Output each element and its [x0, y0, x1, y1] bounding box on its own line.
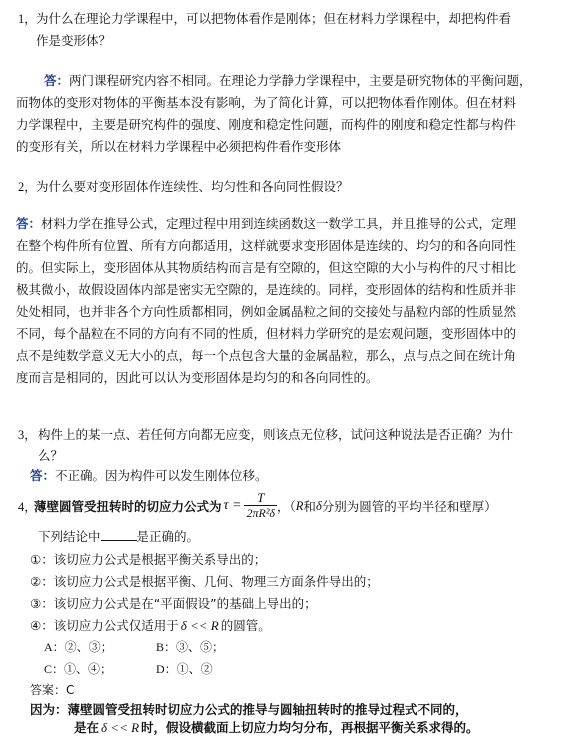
because-text: 薄壁圆管受扭转时切应力公式的推导与圆轴扭转时的推导过程式不同的，: [67, 702, 468, 717]
q4-option-1: ①：该切应力公式是根据平衡关系导出的；: [30, 552, 267, 567]
delta-less-than-R: δ << R: [101, 720, 140, 735]
q4-reason-line2: [74, 718, 479, 736]
choice-b: B：③、⑤；: [156, 640, 225, 654]
fraction-denominator: 2πR²δ: [246, 506, 276, 520]
q1-answer-label: 答：: [44, 73, 70, 88]
q1-number: 1，: [18, 12, 37, 26]
q2-answer-label: 答：: [16, 216, 42, 231]
q2-number: 2，: [18, 180, 37, 194]
delta-less-than-R: δ << R: [180, 618, 219, 633]
choice-d: D：①、②: [156, 662, 213, 676]
choice-c: C：①、④；: [44, 662, 113, 676]
q4-number: 4，: [18, 500, 37, 514]
q3-number: 3，: [18, 428, 37, 442]
q3-answer: [30, 466, 268, 484]
q2-answer-line: 度而言是相同的，因此可以认为变形固体是均匀的和各向同性的。: [16, 370, 379, 385]
shear-stress-fraction: [244, 491, 277, 521]
q4-option-4-text: ④：该切应力公式仅适用于: [30, 618, 179, 633]
answer-blank: [101, 528, 137, 541]
q1-text-line2: 作是变形体？: [36, 33, 112, 48]
fraction-numerator: T: [257, 490, 265, 505]
q4-stem: [34, 486, 497, 526]
q4-stem-prefix: 薄壁圆管受扭转时的切应力公式为: [34, 499, 222, 514]
q4-option-4: [30, 616, 271, 634]
q1-answer-line: 力学课程中，主要是研究构件的强度、刚度和稳定性问题，而构件的刚度和稳定性都与构件: [16, 117, 517, 132]
q4-stem-and: 和: [303, 499, 316, 514]
q4-reason-line1: [30, 700, 468, 718]
q2-answer-line: 在整个构件所有位置、所有方向都适用，这样就要求变形固体是连续的、均匀的和各向同性: [16, 238, 517, 253]
symbol-delta: δ: [315, 498, 322, 513]
q2-answer-line: 处处相同，也并非各个方向性质都相同，例如金属晶粒之间的交接处与晶粒内部的性质显然: [16, 304, 517, 319]
because-text-end: 时，假设横截面上切应力均匀分布，再根据平衡关系求得的。: [141, 720, 479, 735]
q2-answer-line: 的。但实际上，变形固体从其物质结构而言是有空隙的，但这空隙的大小与构件的尺寸相比: [16, 260, 517, 275]
q1-text-line1: 为什么在理论力学课程中，可以把物体看作是刚体；但在材料力学课程中，却把构件看: [36, 11, 512, 26]
q4-stem-suffix: 分别为圆管的平均半径和壁厚）: [321, 499, 497, 514]
q3-text-line1: 构件上的某一点、若任何方向都无应变，则该点无位移，试问这种说法是否正确？为什: [38, 427, 514, 442]
q4-stem-punct: ，（: [277, 499, 296, 514]
q1-answer: [16, 70, 572, 158]
q4-option-3: ③：该切应力公式是在“平面假设”的基础上导出的；: [30, 596, 317, 611]
q4-answer: 答案：C: [30, 683, 75, 697]
q4-line2-text: 下列结论中: [38, 529, 101, 544]
q4-option-2: ②：该切应力公式是根据平衡、几何、物理三方面条件导出的；: [30, 574, 379, 589]
q3-answer-text: 不正确。因为构件可以发生刚体位移。: [55, 468, 268, 483]
q2-answer: [16, 213, 572, 389]
q1-answer-line: 而物体的变形对物体的平衡基本没有影响，为了简化计算，可以把物体看作刚体。但在材料: [16, 95, 517, 110]
q3-answer-label: 答：: [30, 468, 56, 483]
q4-line2-text-end: 是正确的。: [136, 529, 200, 544]
q2-answer-line: 极其微小，故假设固体内部是密实无空隙的，是连续的。同样，变形固体的结构和性质并非: [16, 282, 517, 297]
because-text-start: 是在: [74, 720, 100, 735]
q2-answer-line: 点不是纯数学意义无大小的点，每一个点包含大量的金属晶粒，那么，点与点之间在统计角: [16, 348, 517, 363]
symbol-R: R: [295, 498, 304, 513]
choice-a: A：②、③；: [44, 640, 113, 654]
tau-formula-lhs: τ =: [223, 498, 242, 513]
q1-answer-line: 的变形有关，所以在材料力学课程中必须把构件看作变形体: [16, 139, 342, 154]
q4-line2: [38, 527, 199, 545]
q1-answer-line: 两门课程研究内容不相同。在理论力学静力学课程中，主要是研究物体的平衡问题，: [69, 73, 532, 88]
q3-text-line2: 么？: [38, 448, 64, 463]
q2-text: 为什么要对变形固体作连续性、均匀性和各向同性假设？: [36, 179, 349, 194]
because-label: 因为：: [30, 702, 68, 717]
q4-option-4-end: 的圆管。: [220, 618, 271, 633]
q2-answer-line: 材料力学在推导公式，定理过程中用到连续函数这一数学工具，并且推导的公式，定理: [41, 216, 517, 231]
q2-answer-line: 不同，每个晶粒在不同的方向有不同的性质，但材料力学研究的是宏观问题，变形固体中的: [16, 326, 517, 341]
